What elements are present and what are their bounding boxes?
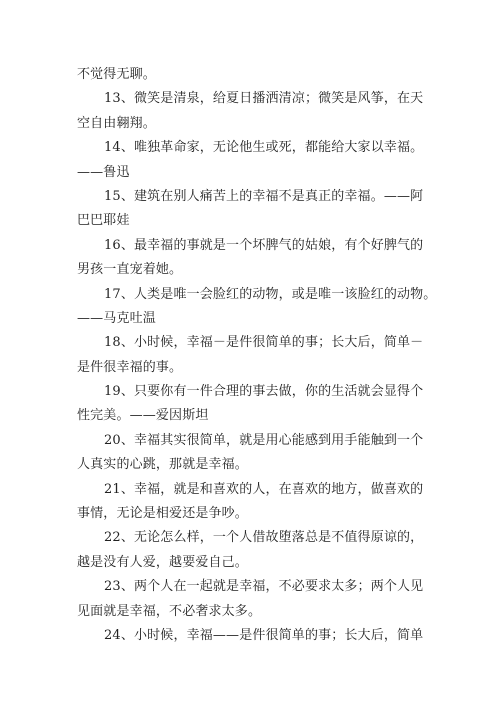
text-line: 17、人类是唯一会脸红的动物，或是唯一该脸红的动物。 <box>104 286 437 302</box>
text-line: 21、幸福，就是和喜欢的人，在喜欢的地方，做喜欢的 <box>104 481 424 497</box>
document-body <box>77 63 437 648</box>
text-line: 24、小时候，幸福——是件很简单的事；长大后，简单 <box>104 627 424 643</box>
text-line: ——马克吐温 <box>77 310 156 326</box>
text-line: 18、小时候，幸福－是件很简单的事；长大后，简单－ <box>104 335 424 351</box>
text-line: 越是没有人爱，越要爱自己。 <box>77 554 248 570</box>
text-line: 15、建筑在别人痛苦上的幸福不是真正的幸福。——阿 <box>104 188 424 204</box>
text-line: 事情，无论是相爱还是争吵。 <box>77 506 248 522</box>
text-line: 14、唯独革命家，无论他生或死，都能给大家以幸福。 <box>104 140 424 156</box>
text-line: 男孩一直宠着她。 <box>77 262 183 278</box>
text-line: 23、两个人在一起就是幸福，不必要求太多；两个人见 <box>104 579 424 595</box>
text-line: 人真实的心跳，那就是幸福。 <box>77 457 248 473</box>
text-line: 13、微笑是清泉，给夏日播洒清凉；微笑是风筝，在天 <box>104 91 424 107</box>
text-line: 20、幸福其实很简单，就是用心能感到用手能触到一个 <box>104 432 424 448</box>
text-line: 巴巴耶娃 <box>77 213 130 229</box>
text-line: 19、只要你有一件合理的事去做，你的生活就会显得个 <box>104 384 424 400</box>
text-line: 22、无论怎么样，一个人借故堕落总是不值得原谅的， <box>104 530 424 546</box>
text-line: 见面就是幸福，不必奢求太多。 <box>77 603 262 619</box>
text-line: 是件很幸福的事。 <box>77 359 183 375</box>
text-line: 空自由翱翔。 <box>77 115 156 131</box>
text-line: 16、最幸福的事就是一个坏脾气的姑娘，有个好脾气的 <box>104 237 424 253</box>
text-line: 性完美。——爱因斯坦 <box>77 408 209 424</box>
text-line: ——鲁迅 <box>77 164 130 180</box>
text-line: 不觉得无聊。 <box>77 67 156 82</box>
